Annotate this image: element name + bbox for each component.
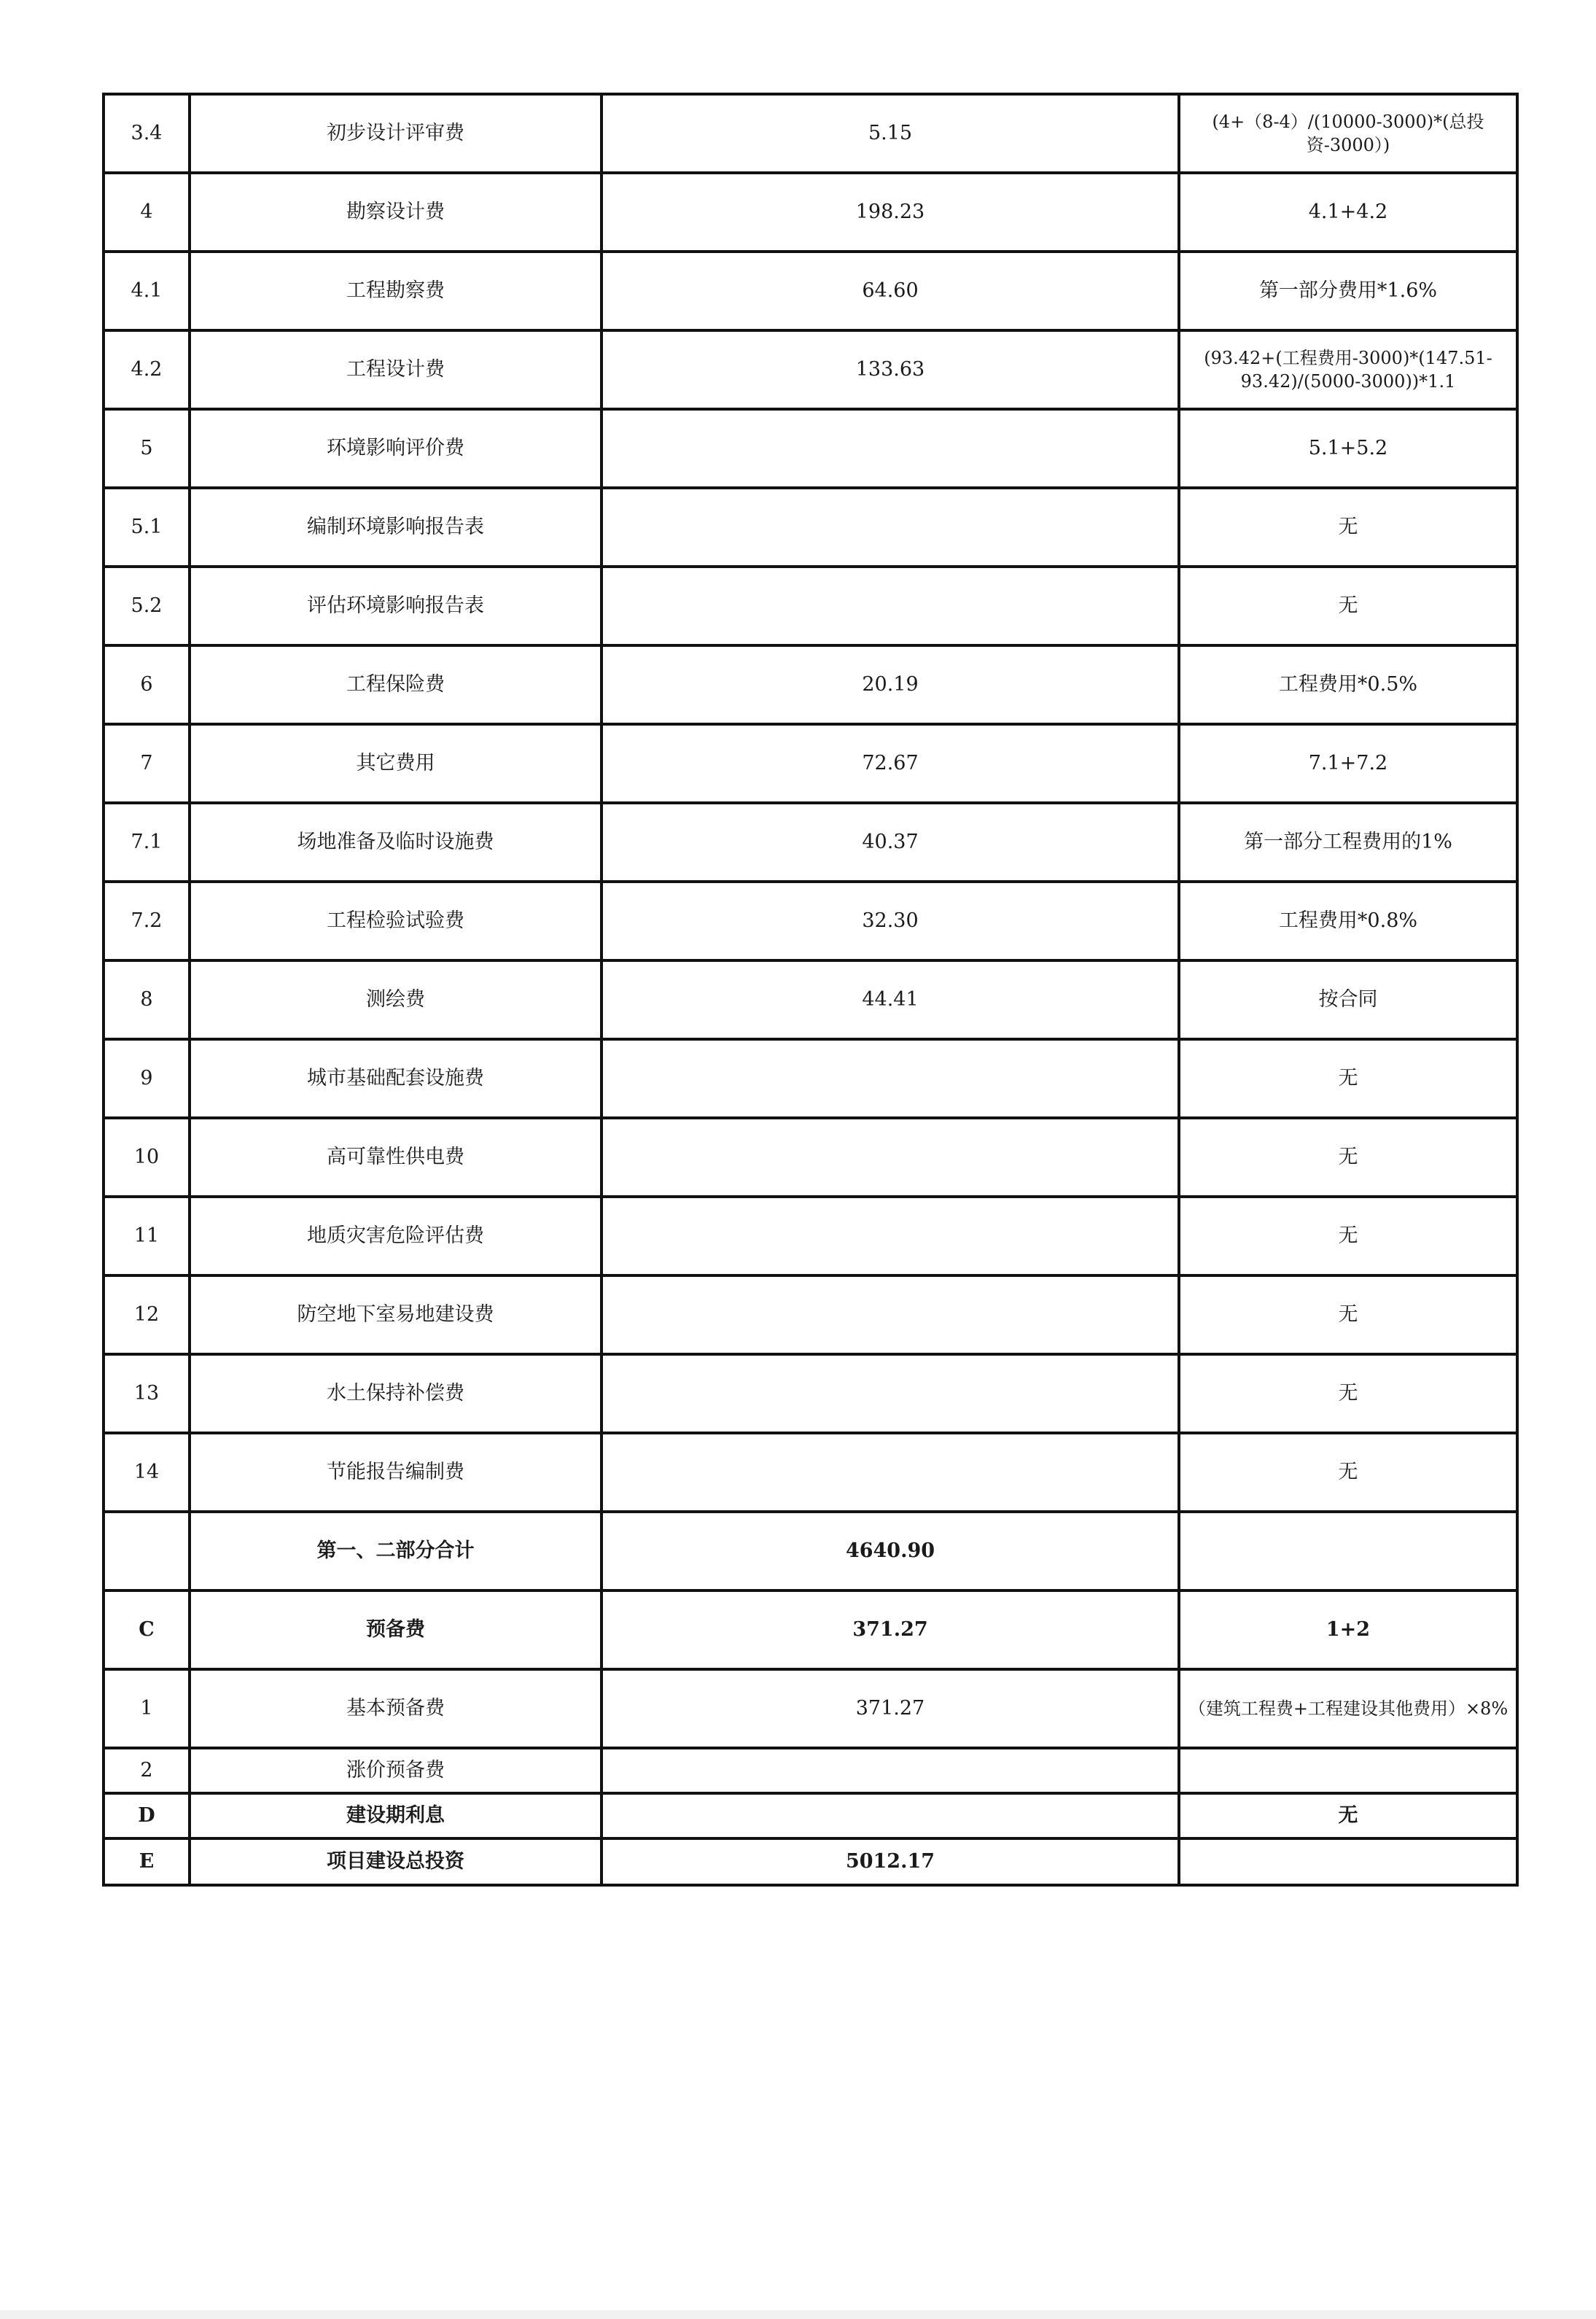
section-row xyxy=(104,1590,1517,1669)
table-row xyxy=(104,1748,1517,1793)
item-basis: 5.1+5.2 xyxy=(1179,409,1517,488)
item-number: 14 xyxy=(104,1433,190,1512)
item-number: 3.4 xyxy=(104,94,190,173)
table-row xyxy=(104,330,1517,409)
item-name: 高可靠性供电费 xyxy=(190,1118,602,1197)
item-basis: 无 xyxy=(1179,567,1517,645)
item-name: 节能报告编制费 xyxy=(190,1433,602,1512)
item-amount: 32.30 xyxy=(602,882,1179,960)
item-number: 4 xyxy=(104,173,190,252)
item-name: 初步设计评审费 xyxy=(190,94,602,173)
item-name: 工程设计费 xyxy=(190,330,602,409)
item-number: 8 xyxy=(104,960,190,1039)
item-number: 5.2 xyxy=(104,567,190,645)
table-row xyxy=(104,409,1517,488)
item-amount: 44.41 xyxy=(602,960,1179,1039)
item-amount: 4640.90 xyxy=(602,1512,1179,1590)
item-amount xyxy=(602,567,1179,645)
item-number: 6 xyxy=(104,645,190,724)
table-row xyxy=(104,1039,1517,1118)
item-amount: 64.60 xyxy=(602,252,1179,330)
item-basis xyxy=(1179,1838,1517,1885)
item-number: 1 xyxy=(104,1669,190,1748)
item-number: 11 xyxy=(104,1197,190,1275)
item-amount: 5.15 xyxy=(602,94,1179,173)
item-amount: 72.67 xyxy=(602,724,1179,803)
table-row xyxy=(104,1433,1517,1512)
bottom-edge xyxy=(0,2310,1596,2319)
item-number: 5.1 xyxy=(104,488,190,567)
item-name: 涨价预备费 xyxy=(190,1748,602,1793)
item-basis: 第一部分费用*1.6% xyxy=(1179,252,1517,330)
item-name: 建设期利息 xyxy=(190,1793,602,1838)
subtotal-row xyxy=(104,1512,1517,1590)
item-number: 4.2 xyxy=(104,330,190,409)
item-name: 勘察设计费 xyxy=(190,173,602,252)
item-number: 9 xyxy=(104,1039,190,1118)
table-row xyxy=(104,724,1517,803)
item-amount: 133.63 xyxy=(602,330,1179,409)
table-row xyxy=(104,1197,1517,1275)
table-row xyxy=(104,94,1517,173)
item-name: 防空地下室易地建设费 xyxy=(190,1275,602,1354)
item-basis: 按合同 xyxy=(1179,960,1517,1039)
item-basis: 第一部分工程费用的1% xyxy=(1179,803,1517,882)
item-number: 7.1 xyxy=(104,803,190,882)
item-basis: （建筑工程费+工程建设其他费用）×8% xyxy=(1179,1669,1517,1748)
item-amount xyxy=(602,1748,1179,1793)
table-row xyxy=(104,960,1517,1039)
item-name: 基本预备费 xyxy=(190,1669,602,1748)
item-name: 环境影响评价费 xyxy=(190,409,602,488)
item-number: 7 xyxy=(104,724,190,803)
item-amount xyxy=(602,1197,1179,1275)
item-basis: 无 xyxy=(1179,1354,1517,1433)
table-row xyxy=(104,488,1517,567)
item-amount: 198.23 xyxy=(602,173,1179,252)
item-number: 4.1 xyxy=(104,252,190,330)
table-row xyxy=(104,1118,1517,1197)
table-row xyxy=(104,173,1517,252)
item-number: D xyxy=(104,1793,190,1838)
item-basis: 工程费用*0.5% xyxy=(1179,645,1517,724)
item-number: E xyxy=(104,1838,190,1885)
item-basis: 工程费用*0.8% xyxy=(1179,882,1517,960)
item-basis: 7.1+7.2 xyxy=(1179,724,1517,803)
item-amount: 5012.17 xyxy=(602,1838,1179,1885)
item-basis: 4.1+4.2 xyxy=(1179,173,1517,252)
item-amount xyxy=(602,1039,1179,1118)
item-basis: 无 xyxy=(1179,1275,1517,1354)
item-number: 7.2 xyxy=(104,882,190,960)
total-row xyxy=(104,1838,1517,1885)
item-amount: 371.27 xyxy=(602,1669,1179,1748)
table-row xyxy=(104,1275,1517,1354)
item-number: 13 xyxy=(104,1354,190,1433)
item-basis: (4+（8-4）/(10000-3000)*(总投资-3000）) xyxy=(1179,94,1517,173)
item-number: 2 xyxy=(104,1748,190,1793)
item-amount xyxy=(602,1275,1179,1354)
item-name: 工程勘察费 xyxy=(190,252,602,330)
item-basis: 无 xyxy=(1179,488,1517,567)
item-basis: 无 xyxy=(1179,1118,1517,1197)
item-amount xyxy=(602,488,1179,567)
item-basis: 无 xyxy=(1179,1433,1517,1512)
section-row xyxy=(104,1793,1517,1838)
item-basis: 1+2 xyxy=(1179,1590,1517,1669)
item-amount: 40.37 xyxy=(602,803,1179,882)
table-row xyxy=(104,882,1517,960)
item-name: 城市基础配套设施费 xyxy=(190,1039,602,1118)
item-amount: 20.19 xyxy=(602,645,1179,724)
investment-estimate-table xyxy=(102,93,1519,1887)
item-name: 场地准备及临时设施费 xyxy=(190,803,602,882)
item-amount xyxy=(602,1433,1179,1512)
item-name: 评估环境影响报告表 xyxy=(190,567,602,645)
item-number: C xyxy=(104,1590,190,1669)
item-number: 10 xyxy=(104,1118,190,1197)
table-row xyxy=(104,1669,1517,1748)
item-basis: 无 xyxy=(1179,1039,1517,1118)
item-amount xyxy=(602,409,1179,488)
item-amount xyxy=(602,1118,1179,1197)
item-basis xyxy=(1179,1748,1517,1793)
item-name: 工程检验试验费 xyxy=(190,882,602,960)
item-name: 预备费 xyxy=(190,1590,602,1669)
table-row xyxy=(104,645,1517,724)
item-basis: 无 xyxy=(1179,1197,1517,1275)
item-basis: 无 xyxy=(1179,1793,1517,1838)
item-number xyxy=(104,1512,190,1590)
item-number: 5 xyxy=(104,409,190,488)
item-number: 12 xyxy=(104,1275,190,1354)
item-name: 编制环境影响报告表 xyxy=(190,488,602,567)
item-amount xyxy=(602,1354,1179,1433)
table-row xyxy=(104,252,1517,330)
item-name: 地质灾害危险评估费 xyxy=(190,1197,602,1275)
item-basis xyxy=(1179,1512,1517,1590)
item-basis: (93.42+(工程费用-3000)*(147.51-93.42)/(5000-3000))*1.1 xyxy=(1179,330,1517,409)
item-name: 第一、二部分合计 xyxy=(190,1512,602,1590)
item-amount: 371.27 xyxy=(602,1590,1179,1669)
table-row xyxy=(104,1354,1517,1433)
item-name: 项目建设总投资 xyxy=(190,1838,602,1885)
item-name: 其它费用 xyxy=(190,724,602,803)
item-name: 水土保持补偿费 xyxy=(190,1354,602,1433)
item-name: 工程保险费 xyxy=(190,645,602,724)
item-amount xyxy=(602,1793,1179,1838)
item-name: 测绘费 xyxy=(190,960,602,1039)
table-row xyxy=(104,803,1517,882)
table-row xyxy=(104,567,1517,645)
